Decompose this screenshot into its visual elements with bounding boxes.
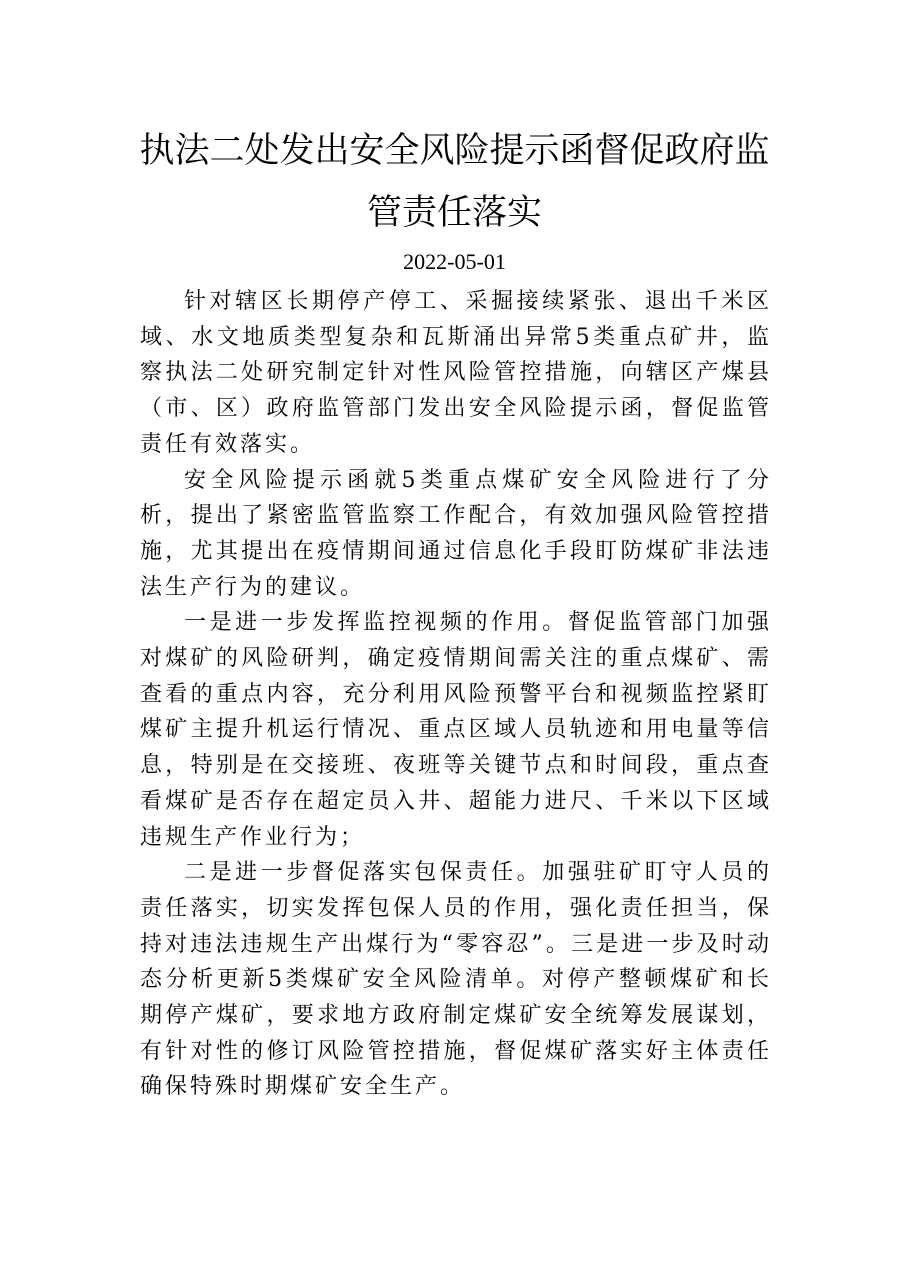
document-body xyxy=(140,284,772,1105)
paragraph-4: 二是进一步督促落实包保责任。加强驻矿盯守人员的责任落实，切实发挥包保人员的作用，强化责任担当，保持对违法违规生产出煤行为“零容忍”。三是进一步及时动态分析更新5类煤矿安全风险清单。对停产整顿煤矿和长期停产煤矿，要求地方政府制定煤矿安全统筹发展谋划，有针对性的修订风险管控措施，督促煤矿落实好主体责任确保特殊时期煤矿安全生产。 xyxy=(140,860,772,1100)
paragraph-1: 针对辖区长期停产停工、采掘接续紧张、退出千米区域、水文地质类型复杂和瓦斯涌出异常5类重点矿井，监察执法二处研究制定针对性风险管控措施，向辖区产煤县（市、区）政府监管部门发出安全风险提示函，督促监管责任有效落实。 xyxy=(140,289,772,457)
paragraph-3: 一是进一步发挥监控视频的作用。督促监管部门加强对煤矿的风险研判，确定疫情期间需关注的重点煤矿、需查看的重点内容，充分利用风险预警平台和视频监控紧盯煤矿主提升机运行情况、重点区域人员轨迹和用电量等信息，特别是在交接班、夜班等关键节点和时间段，重点查看煤矿是否存在超定员入井、超能力进尺、千米以下区域违规生产作业行为； xyxy=(140,610,772,850)
publish-date: 2022-05-01 xyxy=(403,249,506,274)
document-title-line-1: 执法二处发出安全风险提示函督促政府监 xyxy=(139,131,770,171)
paragraph-2: 安全风险提示函就5类重点煤矿安全风险进行了分析，提出了紧密监管监察工作配合，有效加强风险管控措施，尤其提出在疫情期间通过信息化手段盯防煤矿非法违法生产行为的建议。 xyxy=(140,467,772,600)
document-title-line-2: 管责任落实 xyxy=(366,193,542,233)
